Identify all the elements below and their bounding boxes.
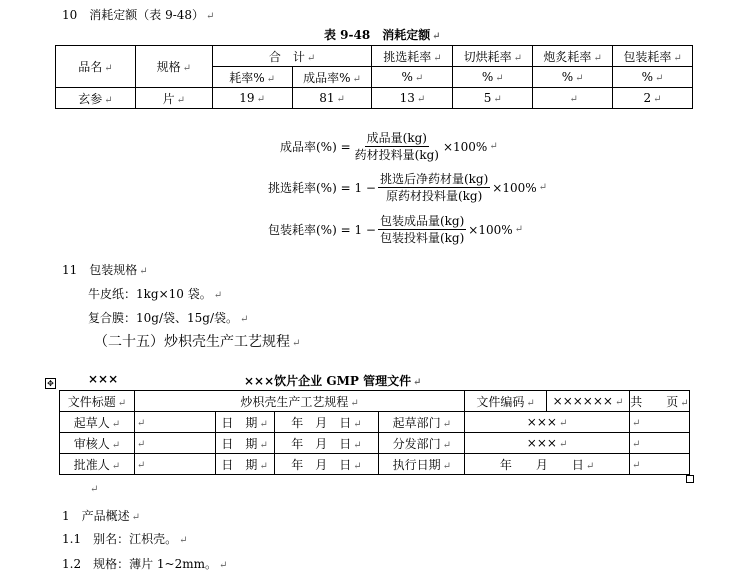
empty-cell: ↵ <box>629 454 689 475</box>
consumption-table <box>55 45 693 109</box>
overview-spec: 1.2 规格：薄片 1~2mm。 ↵ <box>62 557 228 571</box>
cell-select: 13 ↵ <box>372 88 453 109</box>
file-code: ×××××× ↵ <box>547 391 630 412</box>
unit-pack: % ↵ <box>613 67 693 88</box>
cell-process: ↵ <box>533 88 613 109</box>
header-process: 炮炙耗率 ↵ <box>533 46 613 67</box>
table-caption: 表 9-48 消耗定额 ↵ <box>324 28 441 42</box>
formula-select: 挑选耗率(%) = 1 − $\frac{\text{挑选后净药材量(kg)}}{\text{原药材投料量(kg)}}$ ×100% ↵ <box>268 172 548 203</box>
section-25-title: （二十五）炒枳壳生产工艺规程 ↵ <box>94 334 301 350</box>
packaging-line-2: 复合膜：10g/袋、15g/袋。 ↵ <box>88 311 249 325</box>
formula-yield: 成品率(%) = $\frac{\text{成品量(kg)}}{\text{药材投料量(kg)}}$ ×100% ↵ <box>280 131 498 162</box>
paragraph-mark: ↵ <box>90 484 99 495</box>
header-pack: 包装耗率 ↵ <box>613 46 693 67</box>
formula-pack: 包装耗率(%) = 1 − $\frac{\text{包装成品量(kg)}}{\text{包装投料量(kg)}}$ ×100% ↵ <box>268 214 524 245</box>
table-resize-handle-icon[interactable] <box>686 475 694 483</box>
table-move-handle-icon[interactable]: ✥ <box>45 378 56 389</box>
table-row <box>56 88 693 109</box>
section-11-heading: 11 包装规格 ↵ <box>62 263 148 277</box>
gmp-document-table <box>59 390 690 475</box>
file-code-label: 文件编码 ↵ <box>465 391 547 412</box>
table-row <box>60 454 690 475</box>
dept-label: 起草部门 ↵ <box>379 412 465 433</box>
reviewer-value: ↵ <box>134 433 215 454</box>
header-total: 合 计 ↵ <box>212 46 372 67</box>
approver-label: 批准人 ↵ <box>60 454 135 475</box>
exec-date-label: 执行日期 ↵ <box>379 454 465 475</box>
cell-loss: 19 ↵ <box>212 88 292 109</box>
gmp-left-mark: ××× <box>88 372 119 386</box>
dept-value: ××× ↵ <box>465 433 630 454</box>
header-name: 品名 ↵ <box>56 46 136 88</box>
cell-name: 玄参 ↵ <box>56 88 136 109</box>
header-spec: 规格 ↵ <box>135 46 212 88</box>
gmp-title: ×××饮片企业 GMP 管理文件 ↵ <box>244 374 422 388</box>
empty-cell: ↵ <box>629 412 689 433</box>
table-row <box>60 433 690 454</box>
packaging-line-1: 牛皮纸：1kg×10 袋。 ↵ <box>88 287 223 301</box>
exec-date-value: 年 月 日 ↵ <box>465 454 630 475</box>
page-count: 共 页 ↵ <box>629 391 689 412</box>
unit-select: % ↵ <box>372 67 453 88</box>
header-loss-rate: 耗率% ↵ <box>212 67 292 88</box>
overview-alias: 1.1 别名：江枳壳。 ↵ <box>62 532 188 546</box>
date-label: 日 期 ↵ <box>215 454 274 475</box>
date-value: 年 月 日 ↵ <box>274 454 379 475</box>
section-10-heading: 10 消耗定额（表 9-48） ↵ <box>62 8 215 22</box>
date-label: 日 期 ↵ <box>215 433 274 454</box>
date-label: 日 期 ↵ <box>215 412 274 433</box>
header-select: 挑选耗率 ↵ <box>372 46 453 67</box>
approver-value: ↵ <box>134 454 215 475</box>
reviewer-label: 审核人 ↵ <box>60 433 135 454</box>
unit-cut: % ↵ <box>453 67 533 88</box>
date-value: 年 月 日 ↵ <box>274 433 379 454</box>
drafter-value: ↵ <box>134 412 215 433</box>
overview-heading: 1 产品概述 ↵ <box>62 509 141 523</box>
unit-process: % ↵ <box>533 67 613 88</box>
table-row <box>60 412 690 433</box>
header-cut: 切烘耗率 ↵ <box>453 46 533 67</box>
dept-label: 分发部门 ↵ <box>379 433 465 454</box>
date-value: 年 月 日 ↵ <box>274 412 379 433</box>
dept-value: ××× ↵ <box>465 412 630 433</box>
header-yield-rate: 成品率% ↵ <box>292 67 372 88</box>
cell-yield: 81 ↵ <box>292 88 372 109</box>
file-title: 炒枳壳生产工艺规程 ↵ <box>134 391 464 412</box>
cell-cut: 5 ↵ <box>453 88 533 109</box>
cell-spec: 片 ↵ <box>135 88 212 109</box>
file-title-label: 文件标题 ↵ <box>60 391 135 412</box>
drafter-label: 起草人 ↵ <box>60 412 135 433</box>
empty-cell: ↵ <box>629 433 689 454</box>
cell-pack: 2 ↵ <box>613 88 693 109</box>
